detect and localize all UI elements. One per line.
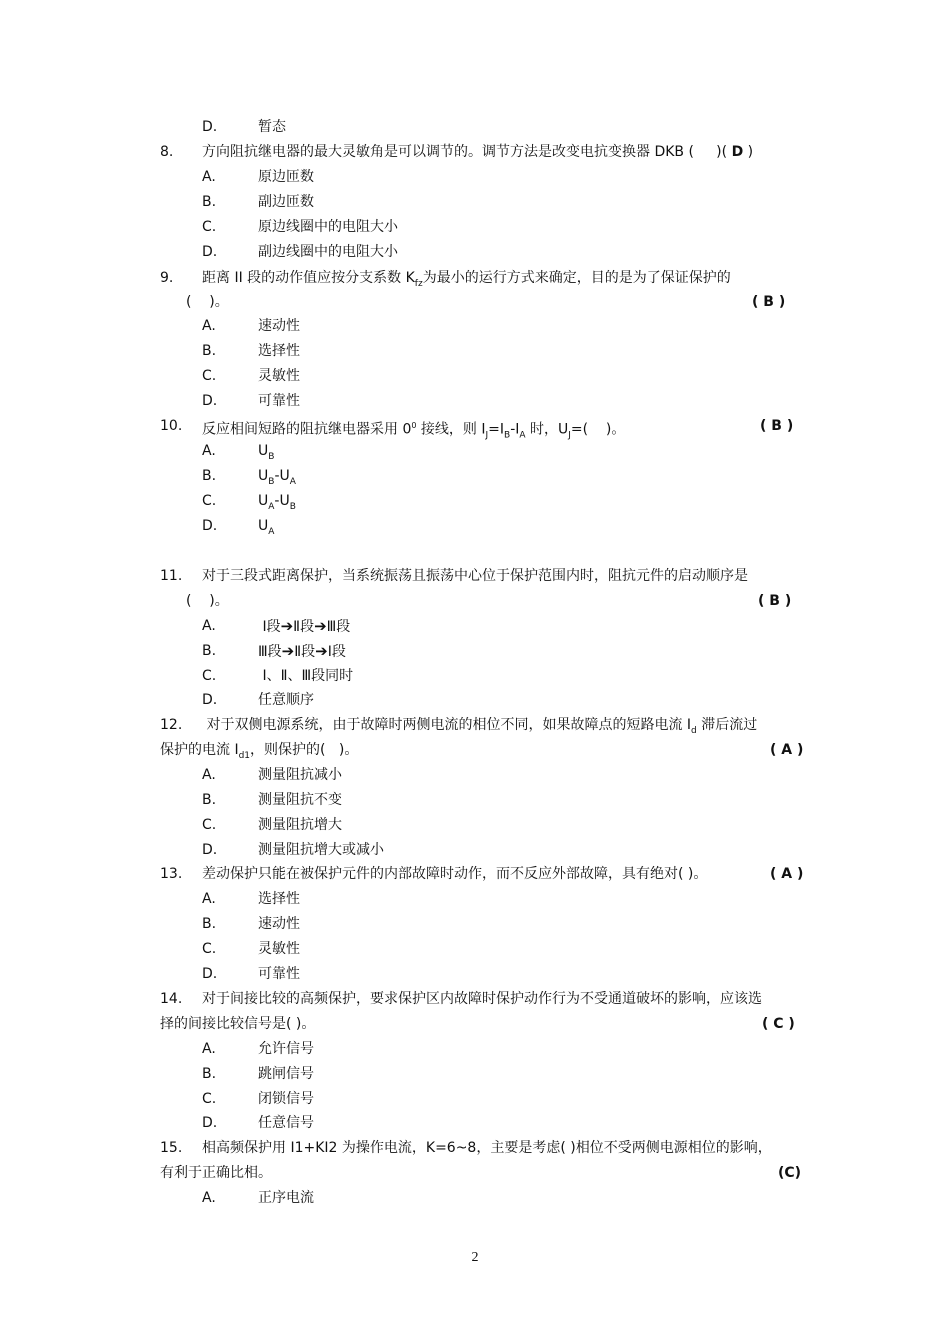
q8-option-b-text: 副边匝数 — [258, 194, 314, 210]
q10-option-a-letter: A. — [202, 443, 216, 459]
q8-option-d-text: 副边线圈中的电阻大小 — [258, 244, 398, 260]
q11-option-d-letter: D. — [202, 692, 218, 708]
q11-stem: 对于三段式距离保护，当系统振荡且振荡中心位于保护范围内时，阻抗元件的启动顺序是 — [202, 568, 748, 584]
q14-stem-line2: 择的间接比较信号是( )。 — [160, 1016, 316, 1032]
q8-option-c-letter: C. — [202, 219, 217, 235]
q7-option-d-text: 暂态 — [258, 119, 286, 135]
q12-option-a-letter: A. — [202, 767, 216, 783]
q11-option-a-text: Ⅰ段➔Ⅱ段➔Ⅲ段 — [258, 617, 351, 635]
q8-option-b-letter: B. — [202, 194, 217, 210]
q8-stem: 方向阻抗继电器的最大灵敏角是可以调节的。调节方法是改变电抗变换器 DKB ( )( D ) — [202, 144, 754, 160]
q9-answer: ( B ) — [752, 294, 786, 310]
q14-option-c-letter: C. — [202, 1091, 217, 1107]
q12-option-c-text: 测量阻抗增大 — [258, 817, 342, 833]
q9-stem-b: 为最小的运行方式来确定，目的是为了保证保护的 — [422, 270, 731, 286]
q14-option-a-letter: A. — [202, 1041, 216, 1057]
q14-option-a-text: 允许信号 — [258, 1041, 314, 1057]
q13-option-c-text: 灵敏性 — [258, 941, 300, 957]
q13-option-a-text: 选择性 — [258, 891, 300, 907]
q14-option-b-text: 跳闸信号 — [258, 1066, 314, 1082]
q8-option-d-letter: D. — [202, 244, 218, 260]
q9-stem-sub: fz — [414, 279, 423, 289]
q12-number: 12. — [160, 717, 183, 733]
q14-answer: ( C ) — [762, 1016, 795, 1032]
q15-option-a-letter: A. — [202, 1190, 216, 1206]
q8-option-a-text: 原边匝数 — [258, 169, 314, 185]
q9-stem — [202, 268, 731, 288]
q9-option-c-text: 灵敏性 — [258, 368, 300, 384]
q8-number: 8. — [160, 144, 174, 160]
q12-option-c-letter: C. — [202, 817, 217, 833]
q9-option-c-letter: C. — [202, 368, 217, 384]
q9-option-b-letter: B. — [202, 343, 217, 359]
q15-stem-line2: 有利于正确比相。 — [160, 1165, 272, 1181]
q10-option-c-text: $U_A-U_B$ — [258, 493, 296, 512]
q10-number: 10. — [160, 418, 183, 434]
q15-number: 15. — [160, 1140, 183, 1156]
q13-option-d-text: 可靠性 — [258, 966, 300, 982]
q8-option-c-text: 原边线圈中的电阻大小 — [258, 219, 398, 235]
q10-stem: 反应相间短路的阻抗继电器采用 $0^0$ 接线，则 $I_J=I_B-I_A$ 时，$U_J=$( )。 — [202, 421, 626, 441]
q11-answer: ( B ) — [758, 593, 792, 609]
q12-option-a-text: 测量阻抗减小 — [258, 767, 342, 783]
q12-option-d-text: 测量阻抗增大或减小 — [258, 842, 384, 858]
q9-option-d-letter: D. — [202, 393, 218, 409]
q9-stem-a: 距离 II 段的动作值应按分支系数 K — [202, 270, 415, 286]
q14-stem: 对于间接比较的高频保护，要求保护区内故障时保护动作行为不受通道破坏的影响，应该选 — [202, 991, 762, 1007]
q13-option-d-letter: D. — [202, 966, 218, 982]
q10-option-a-text: $U_B$ — [258, 443, 275, 462]
q10-option-d-text: $U_A$ — [258, 518, 275, 537]
q15-answer: (C) — [778, 1165, 802, 1181]
q8-answer: D — [731, 144, 744, 160]
q13-option-c-letter: C. — [202, 941, 217, 957]
q8-stem-text: 方向阻抗继电器的最大灵敏角是可以调节的。调节方法是改变电抗变换器 DKB ( )( — [202, 144, 728, 160]
q14-option-d-text: 任意信号 — [258, 1115, 314, 1131]
q9-number: 9. — [160, 270, 174, 286]
q11-option-c-text: Ⅰ、Ⅱ、Ⅲ段同时 — [258, 668, 354, 684]
q9-option-b-text: 选择性 — [258, 343, 300, 359]
q14-option-d-letter: D. — [202, 1115, 218, 1131]
q12-option-b-letter: B. — [202, 792, 217, 808]
q13-option-a-letter: A. — [202, 891, 216, 907]
q13-option-b-text: 速动性 — [258, 916, 300, 932]
q11-option-c-letter: C. — [202, 668, 217, 684]
q11-option-b-letter: B. — [202, 643, 217, 659]
q10-option-b-letter: B. — [202, 468, 217, 484]
q12-option-b-text: 测量阻抗不变 — [258, 792, 342, 808]
q11-option-d-text: 任意顺序 — [258, 692, 314, 708]
q9-option-a-letter: A. — [202, 318, 216, 334]
q15-option-a-text: 正序电流 — [258, 1190, 314, 1206]
q7-option-d-letter: D. — [202, 119, 218, 135]
q12-stem: 对于双侧电源系统，由于故障时两侧电流的相位不同，如果故障点的短路电流 $I_d$ 滞后流过 — [202, 717, 758, 736]
q11-number: 11. — [160, 568, 183, 584]
q11-option-b-text: Ⅲ段➔Ⅱ段➔Ⅰ段 — [258, 642, 346, 660]
q8-option-a-letter: A. — [202, 169, 216, 185]
q13-option-b-letter: B. — [202, 916, 217, 932]
q10-answer: ( B ) — [760, 418, 794, 434]
q9-option-a-text: 速动性 — [258, 318, 300, 334]
q12-answer: ( A ) — [770, 742, 804, 758]
q13-stem: 差动保护只能在被保护元件的内部故障时动作，而不反应外部故障，具有绝对( )。 — [202, 866, 708, 882]
q11-option-a-letter: A. — [202, 618, 216, 634]
q9-option-d-text: 可靠性 — [258, 393, 300, 409]
q14-number: 14. — [160, 991, 183, 1007]
q13-number: 13. — [160, 866, 183, 882]
q14-option-b-letter: B. — [202, 1066, 217, 1082]
q11-stem-line2: ( )。 — [186, 593, 229, 609]
q13-answer: ( A ) — [770, 866, 804, 882]
q9-stem-line2: ( )。 — [186, 294, 229, 310]
page-number: 2 — [471, 1250, 479, 1265]
q12-stem-line2: 保护的电流 $I_{d1}$，则保护的( )。 — [160, 742, 359, 761]
q12-option-d-letter: D. — [202, 842, 218, 858]
q15-stem: 相高频保护用 I1+KI2 为操作电流，K=6~8，主要是考虑( )相位不受两侧电源相位的影响， — [202, 1140, 772, 1156]
q14-option-c-text: 闭锁信号 — [258, 1091, 314, 1107]
q10-option-c-letter: C. — [202, 493, 217, 509]
q10-option-b-text: $U_B-U_A$ — [258, 468, 296, 487]
q10-option-d-letter: D. — [202, 518, 218, 534]
